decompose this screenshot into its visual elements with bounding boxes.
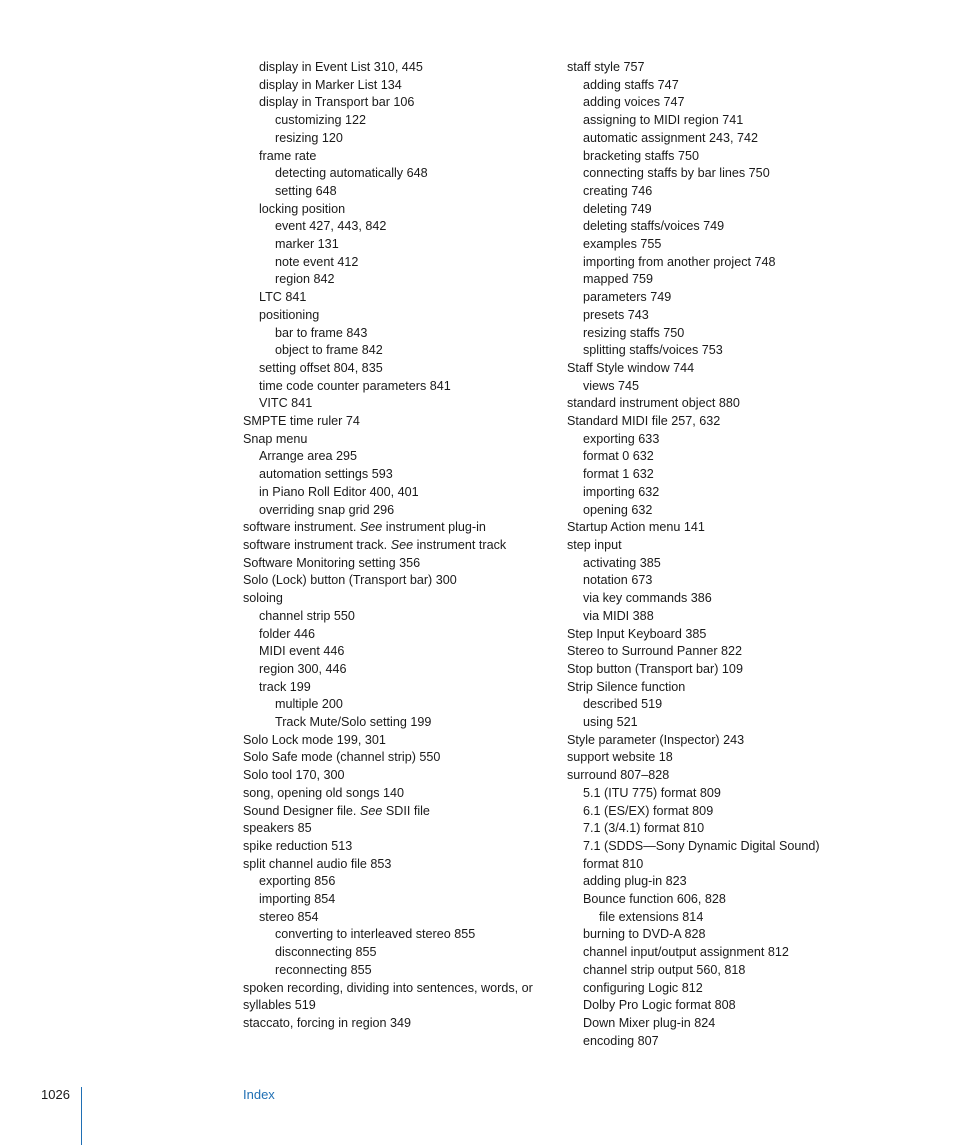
index-entry: Standard MIDI file 257, 632 [567, 414, 721, 429]
index-entry: note event 412 [275, 254, 359, 269]
index-entry: examples 755 [583, 237, 662, 252]
index-entry: exporting 856 [259, 874, 336, 889]
index-entry: channel strip 550 [259, 608, 355, 623]
index-entry: Track Mute/Solo setting 199 [275, 715, 432, 730]
index-entry: stereo 854 [259, 909, 319, 924]
section-title: Index [243, 1087, 275, 1102]
index-entry: exporting 633 [583, 431, 660, 446]
index-entry: time code counter parameters 841 [259, 378, 451, 393]
index-entry: software instrument. See instrument plug-in [243, 520, 486, 535]
index-entry: positioning [259, 307, 320, 322]
index-entry: Staff Style window 744 [567, 360, 695, 375]
index-entry: Down Mixer plug-in 824 [583, 1015, 716, 1030]
index-entry: speakers 85 [243, 821, 312, 836]
index-entry: event 427, 443, 842 [275, 219, 387, 234]
index-entry: file extensions 814 [599, 909, 704, 924]
index-column-left [243, 59, 553, 1033]
index-entry: resizing staffs 750 [583, 325, 685, 340]
index-entry: disconnecting 855 [275, 945, 377, 960]
index-entry: 7.1 (SDDS—Sony Dynamic Digital Sound) [583, 838, 820, 853]
index-entry: encoding 807 [583, 1033, 659, 1048]
index-entry: importing from another project 748 [583, 254, 776, 269]
index-entry: Sound Designer file. See SDII file [243, 803, 430, 818]
index-entry: channel input/output assignment 812 [583, 945, 789, 960]
index-entry: opening 632 [583, 502, 653, 517]
index-entry: parameters 749 [583, 290, 672, 305]
index-entry: deleting staffs/voices 749 [583, 219, 725, 234]
index-entry: assigning to MIDI region 741 [583, 113, 744, 128]
index-entry: adding plug-in 823 [583, 874, 687, 889]
index-entry: converting to interleaved stereo 855 [275, 927, 476, 942]
index-entry: deleting 749 [583, 201, 652, 216]
index-entry: staccato, forcing in region 349 [243, 1015, 412, 1030]
index-entry: marker 131 [275, 237, 339, 252]
index-entry: Startup Action menu 141 [567, 520, 705, 535]
index-entry: folder 446 [259, 626, 316, 641]
index-entry: automatic assignment 243, 742 [583, 130, 759, 145]
index-entry: via MIDI 388 [583, 608, 654, 623]
index-column-right [567, 59, 897, 1050]
index-entry: Solo Safe mode (channel strip) 550 [243, 750, 441, 765]
index-entry: bracketing staffs 750 [583, 148, 699, 163]
index-entry: Step Input Keyboard 385 [567, 626, 707, 641]
index-entry: Software Monitoring setting 356 [243, 555, 421, 570]
index-entry: automation settings 593 [259, 467, 393, 482]
index-entry: bar to frame 843 [275, 325, 368, 340]
index-entry: object to frame 842 [275, 343, 383, 358]
index-entry: display in Transport bar 106 [259, 95, 415, 110]
index-entry: SMPTE time ruler 74 [243, 414, 360, 429]
index-entry: region 300, 446 [259, 661, 347, 676]
index-entry: Stop button (Transport bar) 109 [567, 661, 743, 676]
index-entry: staff style 757 [567, 60, 645, 74]
index-entry: frame rate [259, 148, 317, 163]
index-entry: VITC 841 [259, 396, 313, 411]
index-entry: 6.1 (ES/EX) format 809 [583, 803, 714, 818]
index-entry: display in Event List 310, 445 [259, 60, 423, 74]
index-entry: soloing [243, 591, 283, 606]
index-entry: splitting staffs/voices 753 [583, 343, 723, 358]
index-entry: configuring Logic 812 [583, 980, 703, 995]
index-entry: views 745 [583, 378, 640, 393]
index-entry: Solo Lock mode 199, 301 [243, 732, 386, 747]
index-entry: Solo (Lock) button (Transport bar) 300 [243, 573, 457, 588]
index-entry: overriding snap grid 296 [259, 502, 395, 517]
index-entry: Snap menu [243, 431, 308, 446]
index-entry: burning to DVD-A 828 [583, 927, 706, 942]
index-entry: described 519 [583, 697, 663, 712]
index-entry: adding voices 747 [583, 95, 685, 110]
index-entry: reconnecting 855 [275, 962, 372, 977]
index-entry: track 199 [259, 679, 311, 694]
index-entry: Arrange area 295 [259, 449, 358, 464]
index-entry: format 1 632 [583, 467, 654, 482]
index-entry: Bounce function 606, 828 [583, 892, 726, 907]
index-entry: Solo tool 170, 300 [243, 768, 345, 783]
index-entry: in Piano Roll Editor 400, 401 [259, 484, 419, 499]
index-entry: presets 743 [583, 307, 649, 322]
index-entry: notation 673 [583, 573, 653, 588]
index-entry: connecting staffs by bar lines 750 [583, 166, 770, 181]
index-entry: creating 746 [583, 183, 653, 198]
page-number: 1026 [41, 1087, 70, 1102]
index-entry: using 521 [583, 715, 638, 730]
index-entry: channel strip output 560, 818 [583, 962, 746, 977]
index-entry: multiple 200 [275, 697, 343, 712]
index-entry: via key commands 386 [583, 591, 712, 606]
index-entry: Strip Silence function [567, 679, 686, 694]
index-entry: song, opening old songs 140 [243, 785, 405, 800]
index-entry: format 0 632 [583, 449, 654, 464]
index-entry: detecting automatically 648 [275, 166, 428, 181]
index-entry: support website 18 [567, 750, 673, 765]
index-entry: importing 854 [259, 892, 336, 907]
index-entry: step input [567, 537, 622, 552]
index-entry: standard instrument object 880 [567, 396, 740, 411]
index-entry: activating 385 [583, 555, 661, 570]
index-entry: spike reduction 513 [243, 838, 353, 853]
index-entry: resizing 120 [275, 130, 343, 145]
index-entry: MIDI event 446 [259, 644, 345, 659]
footer-divider [81, 1087, 82, 1145]
index-entry: syllables 519 [243, 998, 316, 1013]
index-entry: importing 632 [583, 484, 660, 499]
index-entry: split channel audio file 853 [243, 856, 392, 871]
index-entry: 5.1 (ITU 775) format 809 [583, 785, 721, 800]
index-entry: setting offset 804, 835 [259, 360, 383, 375]
index-entry: locking position [259, 201, 346, 216]
index-entry: customizing 122 [275, 113, 367, 128]
index-entry: 7.1 (3/4.1) format 810 [583, 821, 705, 836]
index-entry: setting 648 [275, 183, 337, 198]
index-entry: Style parameter (Inspector) 243 [567, 732, 745, 747]
index-entry: LTC 841 [259, 290, 307, 305]
index-entry: surround 807–828 [567, 768, 670, 783]
index-entry: Stereo to Surround Panner 822 [567, 644, 743, 659]
index-entry: adding staffs 747 [583, 77, 679, 92]
index-entry: format 810 [583, 856, 644, 871]
index-entry: mapped 759 [583, 272, 654, 287]
index-entry: software instrument track. See instrument track [243, 537, 507, 552]
index-entry: region 842 [275, 272, 335, 287]
index-entry: display in Marker List 134 [259, 77, 402, 92]
index-entry: spoken recording, dividing into sentences, words, or [243, 980, 533, 995]
index-entry: Dolby Pro Logic format 808 [583, 998, 736, 1013]
